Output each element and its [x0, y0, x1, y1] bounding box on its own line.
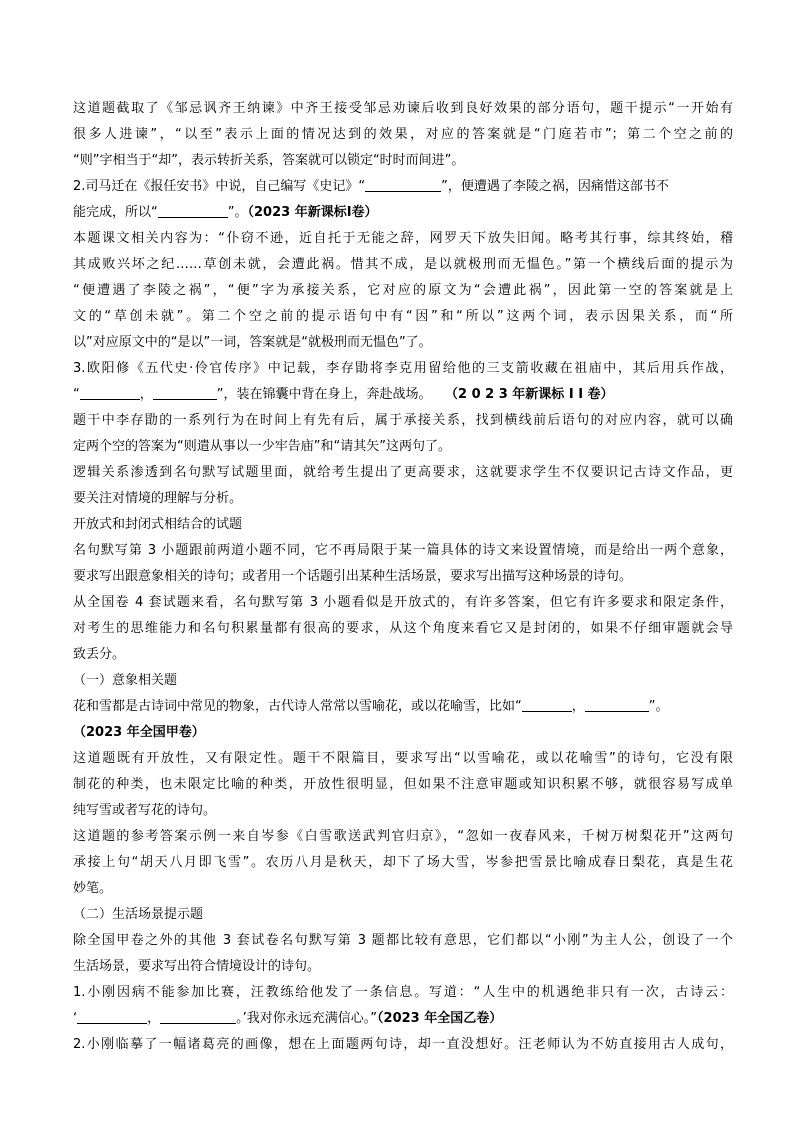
analysis-paragraph-10-line-1: 除全国甲卷之外的其他 3 套试卷名句默写第 3 题都比较有意思，它们都以“小刚”为主人公，创设了一个: [73, 933, 733, 948]
analysis-paragraph-6-line-1: 从全国卷 4 套试题来看，名句默写第 3 小题看似是开放式的，有许多答案，但它有许多要求和限定条件，: [73, 595, 733, 610]
question-3-text-c: ”，装在锦囊中背在身上，奔赴战场。: [216, 387, 432, 402]
question-life-1-text-a: ‘: [73, 1011, 78, 1026]
analysis-paragraph-9-line-1: 这道题的参考答案示例一来自岑参《白雪歌送武判官归京》，“忽如一夜春风来，千树万树梨花开”这两句: [73, 829, 733, 844]
question-2-text-c: 能完成，所以“: [73, 205, 158, 220]
answer-blank: [77, 1009, 147, 1024]
answer-blank: [365, 177, 441, 192]
analysis-paragraph-8-line-3: 纯写雪或者写花的诗句。: [73, 803, 217, 818]
question-2-line-2: [73, 200, 733, 226]
analysis-paragraph-3-line-2: 定两个空的答案为“则遣从事以一少牢告庙”和“请其矢”这两句了。: [73, 439, 451, 454]
question-imagery-text-c: ”。: [648, 699, 669, 714]
question-2-text-d: ”。: [227, 205, 248, 220]
analysis-paragraph-2-line-1: 本题课文相关内容为：“仆窃不逊，近自托于无能之辞，网罗天下放失旧闻。略考其行事，综其终始，稽: [73, 231, 733, 246]
question-life-1-text-c: 。’我对你永远充满信心。”: [236, 1011, 378, 1026]
analysis-paragraph-9-line-2: 承接上句“胡天八月即飞雪”。农历八月是秋天，却下了场大雪，岑参把雪景比喻成春日梨花，真是生花: [73, 855, 733, 870]
question-life-1-source: （2023 年全国乙卷）: [377, 1011, 503, 1026]
analysis-paragraph-1-line-3: “则”字相当于“却”，表示转折关系，答案就可以锁定“时时而间进”。: [73, 153, 465, 168]
answer-blank: [80, 385, 140, 400]
question-life-1-line-2: [73, 1006, 733, 1032]
analysis-paragraph-5-line-1: 名句默写第 3 小题跟前两道小题不同，它不再局限于某一篇具体的诗文来设置情境，而是给出一两个意象，: [73, 543, 733, 558]
question-2-source: （2023 年新课标Ⅰ卷）: [247, 205, 378, 220]
answer-blank: [160, 1009, 236, 1024]
answer-blank: [158, 203, 228, 218]
section-heading-open-closed: 开放式和封闭式相结合的试题: [73, 517, 243, 532]
analysis-paragraph-1-line-2: 很多人进谏”，“以至”表示上面的情况达到的效果，对应的答案就是“门庭若市”；第二个空之前的: [73, 127, 733, 142]
analysis-paragraph-9-line-3: 妙笔。: [73, 881, 113, 896]
question-life-1-text-b: ，: [147, 1011, 161, 1026]
question-imagery-text-b: ，: [571, 699, 585, 714]
subsection-heading-life-scene: （二）生活场景提示题: [73, 907, 204, 922]
question-2-text-b: ”，便遭遇了李陵之祸，因痛惜这部书不: [441, 179, 669, 194]
question-imagery-source: （2023 年全国甲卷）: [73, 725, 205, 740]
analysis-paragraph-10-line-2: 生活场景，要求写出符合情境设计的诗句。: [73, 959, 321, 974]
question-life-1-line-1: 1.小刚因病不能参加比赛，汪教练给他发了一条信息。写道：“人生中的机遇绝非只有一次，古诗云：: [73, 985, 733, 1000]
analysis-paragraph-2-line-3: “便遭遇了李陵之祸”，“便”字为承接关系，它对应的原文为“会遭此祸”，因此第一空的答案就是上: [73, 283, 733, 298]
answer-blank: [153, 385, 217, 400]
question-3-line-2: [73, 382, 733, 408]
analysis-paragraph-2-line-5: 以”对应原文中的“是以”一词，答案就是“就极刑而无愠色”了。: [73, 335, 432, 350]
analysis-paragraph-4-line-2: 要关注对情境的理解与分析。: [73, 491, 243, 506]
analysis-paragraph-2-line-2: 其成败兴坏之纪……草创未就，会遭此祸。惜其不成，是以就极刑而无愠色。”第一个横线后面的提示为: [73, 257, 733, 272]
question-2-text-a: 2.司马迁在《报任安书》中说，自己编写《史记》“: [73, 179, 366, 194]
question-3-text-a: “: [73, 387, 80, 402]
question-3-line-1: 3.欧阳修《五代史·伶官传序》中记载，李存勖将李克用留给他的三支箭收藏在祖庙中，其后用兵作战，: [73, 361, 733, 376]
answer-blank: [522, 697, 572, 712]
analysis-paragraph-2-line-4: 文的“草创未就”。第二个空之前的提示语句中有“因”和“所以”这两个词，表示因果关系，而“所: [73, 309, 733, 324]
analysis-paragraph-8-line-1: 这道题既有开放性，又有限定性。题干不限篇目，要求写出“以雪喻花，或以花喻雪”的诗句，它没有限: [73, 751, 733, 766]
analysis-paragraph-6-line-2: 对考生的思维能力和名句积累量都有很高的要求，从这个角度来看它又是封闭的，如果不仔细审题就会导: [73, 621, 733, 636]
document-page: [73, 96, 733, 1058]
analysis-paragraph-6-line-3: 致丢分。: [73, 647, 126, 662]
analysis-paragraph-3-line-1: 题干中李存勖的一系列行为在时间上有先有后，属于承接关系，找到横线前后语句的对应内容，就可以确: [73, 413, 733, 428]
question-imagery-text-a: 花和雪都是古诗词中常见的物象，古代诗人常常以雪喻花，或以花喻雪，比如“: [73, 699, 522, 714]
analysis-paragraph-4-line-1: 逻辑关系渗透到名句默写试题里面，就给考生提出了更高要求，这就要求学生不仅要识记古诗文作品，更: [73, 465, 733, 480]
analysis-paragraph-1-line-1: 这道题截取了《邹忌讽齐王纳谏》中齐王接受邹忌劝谏后收到良好效果的部分语句，题干提示“一开始有: [73, 101, 733, 116]
analysis-paragraph-8-line-2: 制花的种类，也未限定比喻的种类，开放性很明显，但如果不注意审题或知识积累不够，就很容易写成单: [73, 777, 733, 792]
question-3-source: （2 0 2 3 年新课标 I I 卷）: [451, 387, 614, 402]
answer-blank: [585, 697, 649, 712]
question-life-2-line-1: 2.小刚临摹了一幅诸葛亮的画像，想在上面题两句诗，却一直没想好。汪老师认为不妨直接用古人成句，: [73, 1037, 733, 1052]
subsection-heading-imagery: （一）意象相关题: [73, 673, 178, 688]
question-imagery-line-1: [73, 694, 733, 720]
question-2-line-1: [73, 174, 733, 200]
analysis-paragraph-5-line-2: 要求写出跟意象相关的诗句；或者用一个话题引出某种生活场景，要求写出描写这种场景的诗句。: [73, 569, 633, 584]
question-3-text-b: ，: [139, 387, 153, 402]
